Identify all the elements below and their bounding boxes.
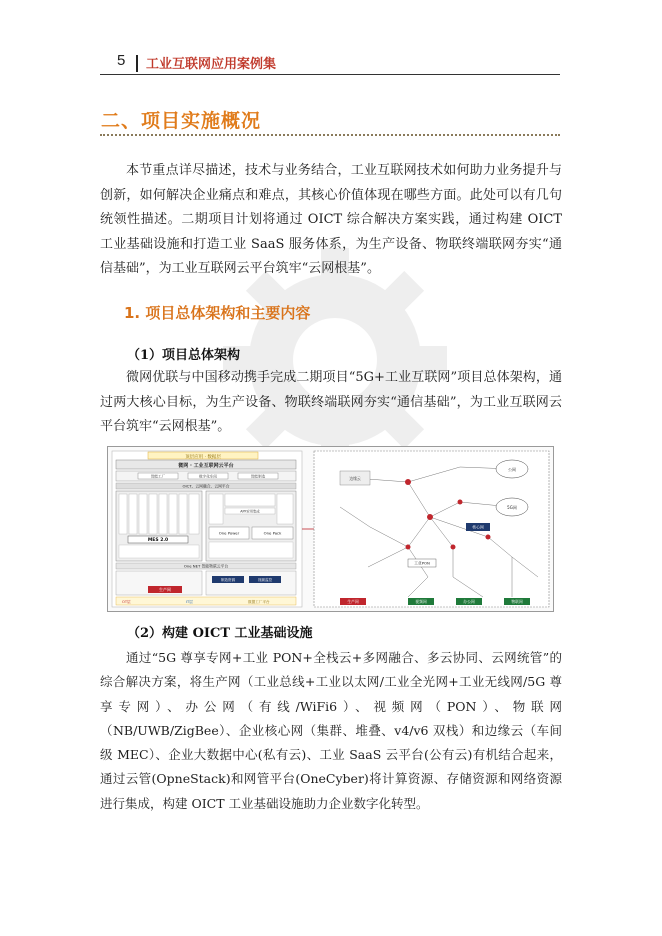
fig-app-integration: APP应用集成	[240, 509, 260, 514]
architecture-figure	[107, 446, 554, 612]
fig-onenet-row: One NET 智能物联云平台	[183, 563, 229, 569]
fig-node-5g: 5G网	[507, 505, 517, 510]
fig-node-edge: 边缘云	[349, 476, 361, 481]
fig-node-public-net: 公网	[508, 467, 516, 472]
fig-tag-it: IT层	[186, 600, 193, 604]
architecture-diagram	[108, 447, 553, 611]
page-header	[100, 52, 560, 76]
fig-node-office: 办公网	[463, 599, 475, 604]
fig-mes-label: MES 2.0	[147, 538, 169, 544]
fig-node-core: 核心网	[472, 524, 484, 530]
fig-node-pon: 工业PON	[414, 560, 430, 566]
fig-app-3: 智能制造	[250, 474, 266, 479]
svg-text:生产网: 生产网	[159, 587, 171, 592]
fig-app-2: 数字化车间	[199, 474, 217, 479]
fig-node-video: 视频网	[415, 599, 427, 604]
item1-heading: （1）项目总体架构	[127, 348, 241, 363]
header-rule	[100, 74, 560, 75]
item1-paragraph: 微网优联与中国移动携手完成二期项目“5G+工业互联网”项目总体架构，通过两大核心目标，为生产设备、物联终端联网夯实“通信基础”，为工业互联网云平台筑牢“云网根基”。	[100, 370, 562, 434]
header-divider	[136, 55, 138, 72]
fig-platform-label: 微网 · 工业互联网云平台	[178, 463, 234, 469]
header-title: 工业互联网应用案例集	[146, 57, 277, 72]
fig-app-1: 智能工厂	[150, 474, 166, 479]
subsection-title: 1. 项目总体架构和主要内容	[124, 304, 311, 322]
fig-top-label: 顶层应用 · 数据层	[185, 455, 221, 460]
fig-resource-2: 视频监控	[257, 578, 273, 582]
fig-oict-row: OICT、云网融合、云网平台	[182, 483, 230, 489]
section-rule	[100, 134, 560, 136]
item2-heading: （2）构建 OICT 工业基础设施	[127, 626, 313, 641]
page-number: 5	[117, 52, 126, 69]
fig-one-power: One Power	[218, 530, 240, 536]
item2-paragraph: 通过“5G 尊享专网+工业 PON+全栈云+多网融合、多云协同、云网统管”的综合解决方案，将生产网（工业总线+工业以太网/工业全光网+工业无线网/5G 尊享专网）、办公网（有线/WiFi6）、视频网（PON）、物联网（NB/UWB/ZigBee）、企业核心网（集群、堆叠、v4/v6 双栈）和边缘云（车间级 MEC）、企业大数据中心(私有云)、工业 SaaS 云平台(公有云)有机结合起来，通过云管(OpneStack)和网管平台(OneCyber)将计算资源、存储资源和网络资源进行集成，构建 OICT 工业基础设施助力企业数字化转型。	[100, 650, 562, 811]
fig-node-iot: 物联网	[511, 599, 523, 604]
fig-node-production: 生产网	[347, 599, 359, 604]
fig-tag-ot: OT层	[122, 600, 131, 604]
fig-bottom-label: 数据工厂平台	[248, 600, 270, 604]
fig-resource-1: 制造资源	[220, 578, 236, 582]
section-title: 二、项目实施概况	[101, 110, 262, 132]
intro-paragraph: 本节重点详尽描述，技术与业务结合，工业互联网技术如何助力业务提升与创新，如何解决企业痛点和难点，其核心价值体现在哪些方面。此处可以有几句统领性描述。二期项目计划将通过 OICT 综合解决方案实践，通过构建 OICT 工业基础设施和打造工业 SaaS 服务体系，为生产设备、物联终端联网夯实“通信基础”，为工业互联网云平台筑牢“云网根基”。	[100, 163, 562, 276]
fig-one-pack: One Pack	[263, 530, 282, 536]
